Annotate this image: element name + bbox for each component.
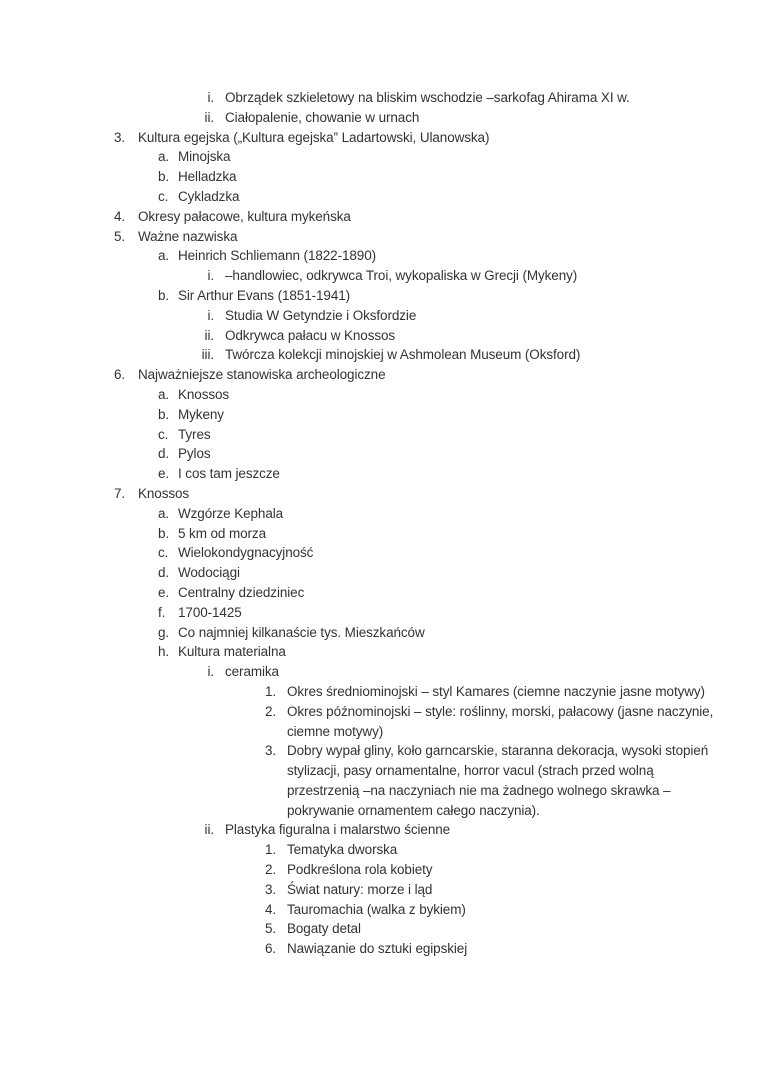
list-text: Bogaty detal [287,921,361,937]
list-marker: i. [207,307,214,323]
list-marker: i. [207,664,214,680]
list-text: Odkrywca pałacu w Knossos [225,327,396,343]
list-item [0,306,715,326]
list-marker: a. [158,149,170,165]
list-text: Mykeny [178,406,224,422]
list-marker: i. [207,268,214,284]
list-marker: a. [158,248,170,264]
list-marker: c. [158,545,169,561]
list-marker: 3. [265,881,277,897]
list-item [0,484,715,504]
list-item [0,702,715,742]
list-text: Knossos [178,386,230,402]
list-text: ceramika [225,664,279,680]
list-text: Tyres [178,426,211,442]
outline-list [0,88,715,959]
list-text: Dobry wypał gliny, koło garncarskie, staranna dekoracja, wysoki stopień stylizacji, pasy ornamentalne, horror vacul (strach przed wolną przestrzenią –na naczyniach nie ma żadnego wolnego skrawka – pokrywanie ornamentem całego naczynia). [287,743,709,818]
list-text: Okresy pałacowe, kultura mykeńska [138,208,351,224]
list-marker: ii. [204,327,214,343]
list-marker: c. [158,188,169,204]
list-item [0,88,715,108]
list-text: Minojska [178,149,231,165]
list-text: Ważne nazwiska [138,228,238,244]
list-marker: ii. [204,109,214,125]
list-marker: 3. [114,129,126,145]
list-item [0,642,715,662]
list-marker: 4. [265,901,277,917]
list-marker: d. [158,446,170,462]
list-text: –handlowiec, odkrywca Troi, wykopaliska w Grecji (Mykeny) [225,268,578,284]
list-marker: a. [158,505,170,521]
list-marker: e. [158,466,170,482]
list-text: Helladzka [178,169,237,185]
list-text: Obrządek szkieletowy na bliskim wschodzie –sarkofag Ahirama XI w. [225,90,630,105]
list-item [0,326,715,346]
list-item [0,524,715,544]
list-item [0,741,715,820]
list-marker: 6. [114,367,126,383]
list-item [0,246,715,266]
list-item [0,860,715,880]
list-item [0,405,715,425]
list-item [0,147,715,167]
list-item [0,563,715,583]
list-marker: e. [158,584,170,600]
list-text: Wzgórze Kephala [178,505,284,521]
list-text: Kultura materialna [178,644,286,660]
list-text: Kultura egejska („Kultura egejska” Ladartowski, Ulanowska) [138,129,490,145]
list-marker: ii. [204,822,214,838]
list-item [0,128,715,148]
list-item [0,880,715,900]
list-marker: 4. [114,208,126,224]
list-text: Wielokondygnacyjność [178,545,314,561]
list-item [0,108,715,128]
list-text: Ciałopalenie, chowanie w urnach [225,109,420,125]
list-marker: 1. [265,683,277,699]
list-marker: f. [158,604,166,620]
list-marker: iii. [201,347,214,363]
list-text: 1700-1425 [178,604,242,620]
list-item [0,623,715,643]
list-item [0,266,715,286]
list-item [0,583,715,603]
list-marker: 7. [114,485,126,501]
list-marker: 2. [265,862,277,878]
list-text: Świat natury: morze i ląd [287,881,433,897]
list-marker: 2. [265,703,277,719]
list-item [0,464,715,484]
list-item [0,662,715,682]
list-text: Twórcza kolekcji minojskiej w Ashmolean Museum (Oksford) [225,347,581,363]
list-text: Pylos [178,446,211,462]
list-item [0,919,715,939]
list-text: Plastyka figuralna i malarstwo ścienne [225,822,451,838]
list-text: Heinrich Schliemann (1822-1890) [178,248,377,264]
list-item [0,227,715,247]
list-text: Studia W Getyndzie i Oksfordzie [225,307,417,323]
list-text: Wodociągi [178,565,240,581]
list-marker: a. [158,386,170,402]
list-text: Sir Arthur Evans (1851-1941) [178,287,351,303]
list-text: Tematyka dworska [287,842,398,858]
list-marker: b. [158,287,170,303]
list-item [0,504,715,524]
list-text: I cos tam jeszcze [178,466,280,482]
list-text: Centralny dziedziniec [178,584,305,600]
list-marker: d. [158,565,170,581]
list-text: Nawiązanie do sztuki egipskiej [287,941,468,957]
list-item [0,345,715,365]
list-item [0,425,715,445]
list-marker: 1. [265,842,277,858]
list-item [0,900,715,920]
list-marker: i. [207,90,214,105]
list-text: Najważniejsze stanowiska archeologiczne [138,367,386,383]
list-marker: 5. [114,228,126,244]
list-marker: g. [158,624,170,640]
list-text: Knossos [138,485,190,501]
list-marker: c. [158,426,169,442]
list-text: Cykladzka [178,188,240,204]
list-marker: h. [158,644,170,660]
list-text: Tauromachia (walka z bykiem) [287,901,466,917]
list-item [0,603,715,623]
list-item [0,543,715,563]
list-marker: 3. [265,743,277,759]
list-item [0,286,715,306]
list-item [0,939,715,959]
list-item [0,187,715,207]
list-text: Co najmniej kilkanaście tys. Mieszkańców [178,624,425,640]
list-item [0,682,715,702]
list-marker: b. [158,169,170,185]
list-item [0,365,715,385]
list-marker: 6. [265,941,277,957]
list-marker: 5. [265,921,277,937]
list-text: Okres późnominojski – style: roślinny, morski, pałacowy (jasne naczynie, ciemne motywy) [287,703,714,739]
list-item [0,820,715,840]
list-marker: b. [158,525,170,541]
list-item [0,167,715,187]
list-item [0,444,715,464]
list-text: 5 km od morza [178,525,266,541]
list-marker: b. [158,406,170,422]
list-text: Okres średniominojski – styl Kamares (ciemne naczynie jasne motywy) [287,683,705,699]
list-text: Podkreślona rola kobiety [287,862,433,878]
list-item [0,207,715,227]
list-item [0,840,715,860]
list-item [0,385,715,405]
